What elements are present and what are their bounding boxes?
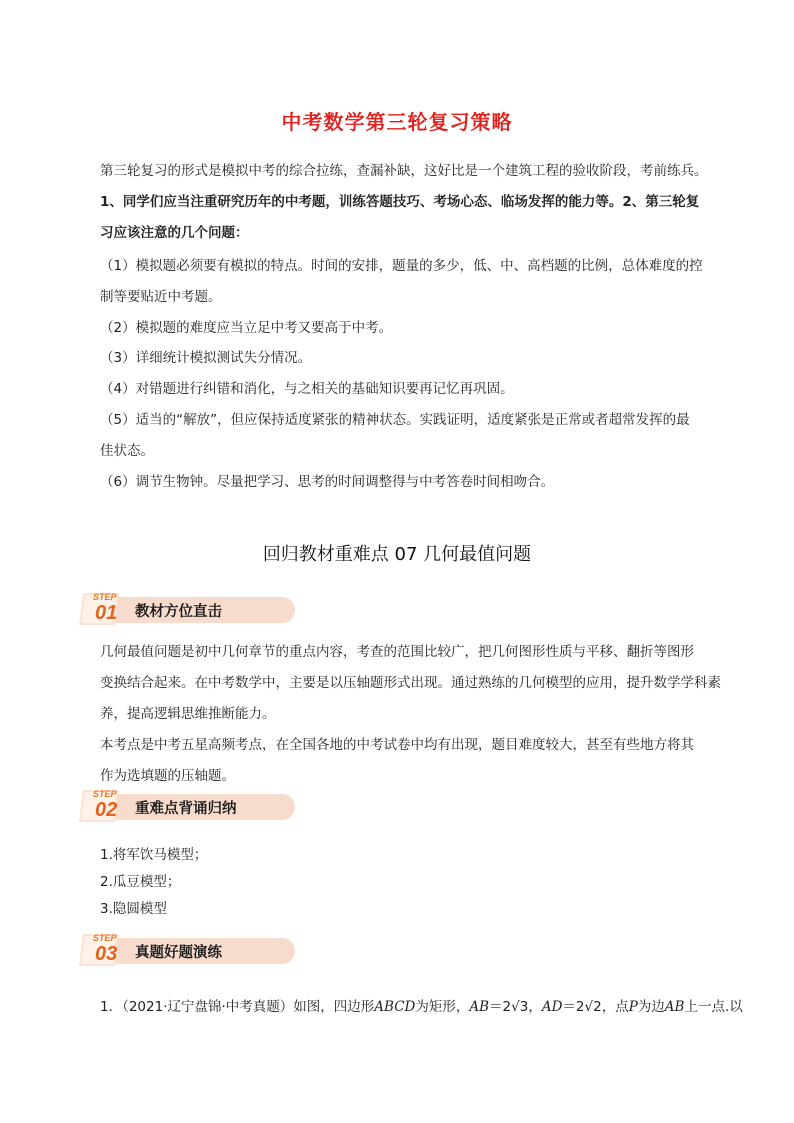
- list-item: 3.隐圆模型: [100, 901, 167, 917]
- intro-item-2: （2）模拟题的难度应当立足中考又要高于中考。: [100, 320, 393, 336]
- step-01-header: [79, 591, 299, 627]
- section1-p2-line-1: 本考点是中考五星高频考点，在全国各地的中考试卷中均有出现，题目难度较大，甚至有些地方将其: [100, 737, 694, 753]
- math-value: 2√2: [575, 999, 602, 1015]
- intro-paragraph: [100, 156, 736, 187]
- problem-source: （2021·辽宁盘锦·中考真题）: [122, 999, 294, 1015]
- step-number: 01: [95, 602, 118, 624]
- section-subtitle: 回归教材重难点 07 几何最值问题: [262, 544, 532, 565]
- step-label: 真题好题演练: [135, 945, 222, 961]
- section1-p2-line-2: 作为选填题的压轴题。: [100, 768, 235, 784]
- math-var: ABCD: [374, 999, 416, 1015]
- intro-item-5-line-1: （5）适当的“解放”，但应保持适度紧张的精神状态。实践证明，适度紧张是正常或者超常发挥的最: [100, 412, 690, 428]
- section1-p1-line-1: 几何最值问题是初中几何章节的重点内容，考查的范围比较广，把几何图形性质与平移、翻折等图形: [100, 644, 694, 660]
- problem-1: [100, 997, 750, 1017]
- section1-p1-line-2: 变换结合起来。在中考数学中，主要是以压轴题形式出现。通过熟练的几何模型的应用，提升数学学科素: [100, 675, 721, 691]
- step-02-header: [79, 788, 299, 824]
- math-var: AB: [664, 999, 685, 1015]
- intro-text: 第三轮复习的形式是模拟中考的综合拉练，查漏补缺，这好比是一个建筑工程的验收阶段，考前练兵。: [100, 163, 708, 179]
- step-03-header: [79, 932, 299, 968]
- intro-item-4: （4）对错题进行纠错和消化，与之相关的基础知识要再记忆再巩固。: [100, 381, 514, 397]
- problem-text: ＝: [562, 999, 576, 1015]
- intro-item-6: （6）调节生物钟。尽量把学习、思考的时间调整得与中考答卷时间相吻合。: [100, 474, 555, 490]
- math-var: AD: [541, 999, 563, 1015]
- list-item: 2.瓜豆模型；: [100, 874, 181, 890]
- problem-number: 1．: [100, 999, 123, 1015]
- intro-item-1-line-2: 制等要贴近中考题。: [100, 289, 222, 305]
- intro-item-3: （3）详细统计模拟测试失分情况。: [100, 350, 312, 366]
- problem-text: 为矩形，: [415, 999, 470, 1015]
- section1-p1-line-3: 养，提高逻辑思维推断能力。: [100, 706, 276, 722]
- problem-text: 为边: [637, 999, 665, 1015]
- step-label: 重难点背诵归纳: [135, 801, 237, 817]
- math-var: AB: [469, 999, 490, 1015]
- step-number: 03: [95, 943, 118, 965]
- intro-bold-line-2: 习应该注意的几个问题：: [100, 225, 249, 241]
- problem-text: ，: [528, 999, 542, 1015]
- step-word: STEP: [93, 933, 117, 943]
- math-value: 2√3: [502, 999, 529, 1015]
- problem-text: ，点: [601, 999, 629, 1015]
- step-word: STEP: [93, 789, 117, 799]
- problem-text: 如图，四边形: [293, 999, 375, 1015]
- intro-item-5-line-2: 佳状态。: [100, 443, 154, 459]
- math-var: P: [628, 999, 638, 1015]
- intro-item-1-line-1: （1）模拟题必须要有模拟的特点。时间的安排，题量的多少，低、中、高档题的比例，总体难度的控: [100, 258, 703, 274]
- step-word: STEP: [93, 592, 117, 602]
- step-label: 教材方位直击: [135, 604, 222, 620]
- problem-text: ＝: [489, 999, 503, 1015]
- problem-text: 上一点.以: [684, 999, 743, 1015]
- page-title: 中考数学第三轮复习策略: [281, 110, 513, 134]
- step-number: 02: [95, 799, 118, 821]
- list-item: 1.将军饮马模型；: [100, 847, 208, 863]
- intro-bold-line-1: 1、同学们应当注重研究历年的中考题，训练答题技巧、考场心态、临场发挥的能力等。2、第三轮复: [100, 194, 700, 210]
